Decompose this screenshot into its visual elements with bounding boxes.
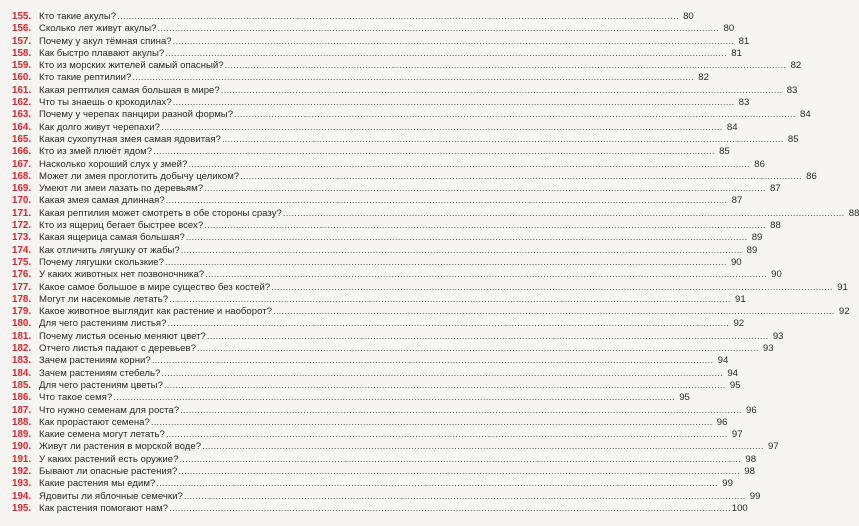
entry-number: 185.: [12, 379, 32, 391]
entry-number: 190.: [12, 441, 32, 453]
dot-leader: [204, 183, 766, 195]
entry-question: Как быстро плавают акулы?: [39, 47, 165, 59]
entry-page-number: 88: [848, 207, 859, 219]
entry-question: Что нужно семенам для роста?: [39, 404, 180, 416]
dot-leader: [161, 122, 723, 134]
entry-question: Какая змея самая длинная?: [39, 195, 165, 207]
entry-page-number: 96: [716, 416, 728, 428]
entry-page-number: 98: [745, 453, 757, 465]
entry-question: Почему лягушки скользкие?: [39, 256, 164, 268]
entry-number: 181.: [12, 330, 32, 342]
entry-page-number: 86: [806, 170, 817, 182]
entry-page-number: 82: [790, 60, 802, 72]
toc-entry[interactable]: [12, 232, 763, 244]
entry-number: 188.: [12, 416, 32, 428]
dot-leader: [234, 109, 796, 121]
entry-page-number: 84: [726, 121, 738, 133]
dot-leader: [165, 257, 727, 269]
entry-question: Какие растения мы едим?: [39, 478, 156, 490]
entry-page-number: 98: [744, 465, 755, 477]
entry-question: Как отличить лягушку от жабы?: [39, 244, 180, 256]
dot-leader: [179, 454, 741, 466]
entry-number: 165.: [12, 133, 32, 145]
entry-number: 187.: [12, 404, 32, 416]
entry-question: Кто из змей плюёт ядом?: [39, 146, 153, 158]
entry-question: Как долго живут черепахи?: [39, 121, 160, 133]
entry-question: Зачем растениям стебель?: [39, 367, 161, 379]
entry-number: 184.: [12, 367, 32, 379]
toc-entry[interactable]: [12, 133, 799, 146]
entry-page-number: 87: [731, 195, 743, 207]
entry-number: 189.: [12, 429, 32, 441]
toc-entry[interactable]: [12, 256, 742, 269]
dot-leader: [273, 306, 835, 318]
entry-question: Какое животное выглядит как растение и наоборот?: [39, 306, 272, 318]
entry-number: 162.: [12, 97, 32, 109]
dot-leader: [205, 269, 767, 281]
toc-entry[interactable]: [12, 195, 743, 207]
entry-number: 186.: [12, 392, 32, 404]
entry-question: Ядовиты ли яблочные семечки?: [39, 490, 183, 502]
entry-number: 167.: [12, 158, 32, 170]
entry-number: 180.: [12, 318, 32, 330]
entry-question: Почему у акул тёмная спина?: [39, 35, 172, 47]
toc-entry[interactable]: [12, 367, 739, 380]
toc-entry[interactable]: [12, 478, 733, 490]
entry-page-number: 91: [837, 281, 848, 293]
toc-entry[interactable]: [12, 392, 690, 404]
dot-leader: [113, 392, 675, 404]
dot-leader: [202, 441, 764, 453]
dot-leader: [271, 282, 833, 294]
entry-question: Может ли змея проглотить добычу целиком?: [39, 170, 240, 182]
dot-leader: [169, 503, 731, 515]
toc-entry[interactable]: [12, 465, 755, 478]
entry-question: Какие семена могут летать?: [39, 429, 165, 441]
entry-question: Кто из ящериц бегает быстрее всех?: [39, 220, 204, 232]
entry-question: Зачем растениям корни?: [39, 355, 151, 367]
entry-page-number: 97: [768, 441, 779, 453]
toc-entry[interactable]: [12, 269, 782, 281]
entry-number: 158.: [12, 47, 32, 59]
entry-number: 193.: [12, 478, 32, 490]
entry-number: 172.: [12, 220, 32, 232]
toc-entry[interactable]: [12, 170, 817, 183]
toc-entry[interactable]: [12, 158, 765, 171]
entry-page-number: 91: [735, 293, 746, 305]
entry-question: Кто такие рептилии?: [39, 72, 132, 84]
dot-leader: [222, 134, 784, 146]
entry-number: 179.: [12, 306, 32, 318]
entry-page-number: 99: [749, 490, 761, 502]
toc-entry[interactable]: [12, 490, 761, 503]
dot-leader: [156, 478, 718, 490]
entry-page-number: 85: [719, 146, 730, 158]
entry-question: Для чего растениям листья?: [39, 318, 167, 330]
entry-number: 195.: [12, 502, 32, 514]
entry-number: 164.: [12, 121, 32, 133]
entry-page-number: 95: [679, 392, 690, 404]
toc-entry[interactable]: [12, 379, 741, 392]
toc-entry[interactable]: [12, 11, 694, 23]
dot-leader: [152, 355, 714, 367]
dot-leader: [158, 23, 720, 35]
entry-question: Насколько хороший слух у змей?: [39, 158, 188, 170]
dot-leader: [204, 220, 766, 232]
toc-entry[interactable]: [12, 293, 746, 306]
dot-leader: [178, 466, 740, 478]
dot-leader: [221, 85, 783, 97]
entry-page-number: 89: [746, 244, 758, 256]
entry-page-number: 92: [733, 318, 745, 330]
entry-number: 169.: [12, 183, 32, 195]
entry-question: Кто из морских жителей самый опасный?: [39, 60, 224, 72]
entry-number: 163.: [12, 109, 32, 121]
toc-entry[interactable]: [12, 84, 798, 97]
entry-number: 175.: [12, 256, 32, 268]
toc-entry[interactable]: [12, 72, 709, 84]
toc-entry[interactable]: [12, 23, 735, 35]
entry-number: 168.: [12, 170, 32, 182]
entry-number: 174.: [12, 244, 32, 256]
dot-leader: [186, 232, 748, 244]
entry-page-number: 96: [746, 404, 757, 416]
entry-question: Какая сухопутная змея самая ядовитая?: [39, 133, 221, 145]
entry-number: 176.: [12, 269, 32, 281]
toc-entry[interactable]: [12, 244, 758, 257]
toc-entry[interactable]: [12, 355, 729, 367]
entry-page-number: 93: [772, 330, 784, 342]
entry-question: У каких животных нет позвоночника?: [39, 269, 205, 281]
entry-question: Что такое семя?: [39, 392, 113, 404]
entry-number: 178.: [12, 293, 32, 305]
entry-question: Как прорастают семена?: [39, 416, 150, 428]
dot-leader: [167, 318, 729, 330]
dot-leader: [165, 48, 727, 60]
entry-page-number: 94: [717, 355, 729, 367]
toc-entry[interactable]: [12, 416, 728, 429]
entry-number: 157.: [12, 35, 32, 47]
entry-page-number: 87: [770, 183, 781, 195]
toc-entry[interactable]: [12, 109, 811, 121]
entry-page-number: 80: [723, 23, 735, 35]
entry-page-number: 83: [738, 97, 750, 109]
toc-entry[interactable]: [12, 146, 730, 158]
entry-question: Почему листья осенью меняют цвет?: [39, 330, 206, 342]
entry-question: Для чего растениям цветы?: [39, 379, 163, 391]
dot-leader: [166, 429, 728, 441]
toc-entry[interactable]: [12, 453, 757, 466]
dot-leader: [197, 343, 759, 355]
entry-page-number: 95: [729, 379, 741, 391]
entry-page-number: 85: [787, 133, 799, 145]
entry-number: 183.: [12, 355, 32, 367]
toc-entry[interactable]: [12, 404, 757, 417]
entry-number: 173.: [12, 232, 32, 244]
dot-leader: [132, 72, 694, 84]
entry-page-number: 90: [771, 269, 782, 281]
dot-leader: [151, 417, 713, 429]
entry-question: Кто такие акулы?: [39, 11, 117, 22]
entry-question: Могут ли насекомые летать?: [39, 293, 169, 305]
entry-page-number: 83: [786, 84, 798, 96]
toc-entry[interactable]: [12, 429, 743, 441]
entry-number: 161.: [12, 84, 32, 96]
entry-number: 170.: [12, 195, 32, 207]
dot-leader: [173, 36, 735, 48]
entry-number: 194.: [12, 490, 32, 502]
entry-page-number: 99: [722, 478, 733, 490]
entry-page-number: 81: [738, 35, 750, 47]
entry-question: Почему у черепах панцири разной формы?: [39, 109, 234, 121]
dot-leader: [153, 146, 715, 158]
dot-leader: [207, 331, 769, 343]
entry-question: У каких растений есть оружие?: [39, 453, 179, 465]
entry-page-number: 88: [770, 220, 781, 232]
entry-number: 191.: [12, 453, 32, 465]
entry-question: Бывают ли опасные растения?: [39, 465, 178, 477]
dot-leader: [184, 491, 746, 503]
dot-leader: [225, 60, 787, 72]
dot-leader: [161, 368, 723, 380]
toc-entry[interactable]: [12, 441, 779, 453]
dot-leader: [164, 380, 726, 392]
entry-number: 192.: [12, 465, 32, 477]
dot-leader: [173, 97, 735, 109]
toc-entry[interactable]: [12, 220, 781, 232]
entry-page-number: 90: [730, 256, 742, 268]
entry-question: Сколько лет живут акулы?: [39, 23, 157, 35]
dot-leader: [117, 11, 679, 23]
dot-leader: [180, 405, 742, 417]
entry-number: 177.: [12, 281, 32, 293]
toc-entry[interactable]: [12, 121, 738, 134]
toc-entry[interactable]: [12, 35, 750, 48]
entry-page-number: 92: [838, 306, 850, 318]
entry-page-number: 80: [683, 11, 694, 22]
entry-page-number: 86: [754, 158, 765, 170]
entry-page-number: 93: [762, 343, 774, 355]
entry-page-number: 100: [731, 502, 748, 514]
dot-leader: [181, 245, 743, 257]
entry-question: Какая рептилия может смотреть в обе стороны сразу?: [39, 207, 282, 219]
entry-question: Как растения помогают нам?: [39, 502, 169, 514]
toc-entry[interactable]: [12, 47, 742, 60]
entry-number: 166.: [12, 146, 32, 158]
entry-page-number: 81: [731, 47, 742, 59]
toc-entry[interactable]: [12, 60, 802, 72]
dot-leader: [169, 294, 731, 306]
entry-page-number: 84: [800, 109, 811, 121]
entry-page-number: 82: [698, 72, 709, 84]
entry-number: 156.: [12, 23, 32, 35]
entry-page-number: 94: [727, 367, 739, 379]
entry-number: 155.: [12, 11, 32, 22]
dot-leader: [166, 195, 728, 207]
dot-leader: [283, 208, 845, 220]
entry-page-number: 89: [751, 232, 763, 244]
toc-entry[interactable]: [12, 318, 745, 330]
entry-number: 160.: [12, 72, 32, 84]
entry-question: Какая рептилия самая большая в мире?: [39, 84, 220, 96]
toc-entry[interactable]: [12, 97, 750, 109]
toc-entry[interactable]: [12, 183, 781, 195]
toc-entry[interactable]: [12, 502, 748, 515]
toc-entry[interactable]: [12, 306, 850, 318]
toc-entry[interactable]: [12, 343, 774, 355]
entry-question: Умеют ли змеи лазать по деревьям?: [39, 183, 204, 195]
toc-entry[interactable]: [12, 281, 848, 294]
entry-question: Какая ящерица самая большая?: [39, 232, 185, 244]
entry-page-number: 97: [731, 429, 743, 441]
entry-question: Какое самое большое в мире существо без костей?: [39, 281, 271, 293]
entry-number: 182.: [12, 343, 32, 355]
entry-number: 171.: [12, 207, 32, 219]
dot-leader: [240, 171, 802, 183]
entry-question: Что ты знаешь о крокодилах?: [39, 97, 172, 109]
entry-question: Живут ли растения в морской воде?: [39, 441, 202, 453]
entry-question: Отчего листья падают с деревьев?: [39, 343, 196, 355]
toc-entry[interactable]: [12, 207, 859, 220]
entry-number: 159.: [12, 60, 32, 72]
toc-entry[interactable]: [12, 330, 784, 343]
dot-leader: [188, 159, 750, 171]
